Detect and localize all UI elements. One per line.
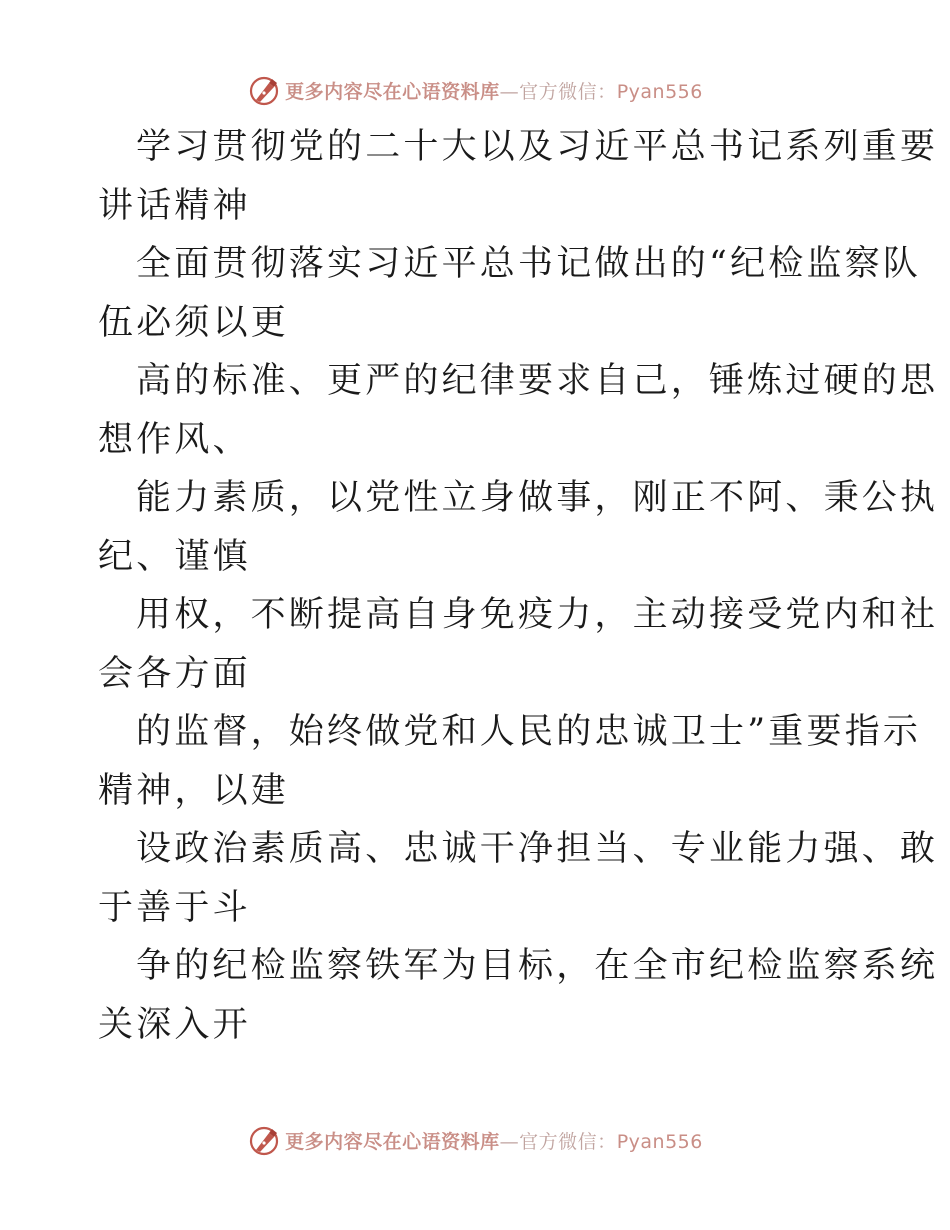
body-line: 讲话精神 xyxy=(98,185,251,226)
watermark-separator: — xyxy=(499,80,520,103)
body-line: 的监督，始终做党和人民的忠诚卫士”重要指示 xyxy=(136,712,922,752)
watermark-text xyxy=(285,77,703,104)
body-line: 于善于斗 xyxy=(98,887,251,928)
body-line: 想作风、 xyxy=(98,419,251,460)
watermark-site-name: 更多内容尽在心语资料库 xyxy=(285,80,500,103)
pen-nib-logo-icon xyxy=(247,73,281,107)
document-body xyxy=(98,118,939,1054)
watermark-wechat-label: 官方微信： xyxy=(519,1130,617,1153)
body-line: 高的标准、更严的纪律要求自己，锤炼过硬的思 xyxy=(136,361,939,401)
watermark-wechat-id: Pyan556 xyxy=(616,80,703,103)
body-line: 关深入开 xyxy=(98,1004,251,1045)
watermark-site-name: 更多内容尽在心语资料库 xyxy=(285,1130,500,1153)
pen-nib-logo-icon xyxy=(247,1123,281,1157)
watermark-wechat-id: Pyan556 xyxy=(616,1130,703,1153)
body-line: 用权，不断提高自身免疫力，主动接受党内和社 xyxy=(136,595,939,635)
body-line: 能力素质，以党性立身做事，刚正不阿、秉公执 xyxy=(136,478,939,518)
watermark-separator: — xyxy=(499,1130,520,1153)
body-line: 精神，以建 xyxy=(98,770,290,811)
body-line: 设政治素质高、忠诚干净担当、专业能力强、敢 xyxy=(136,829,939,869)
footer-watermark xyxy=(0,1120,950,1160)
body-line: 会各方面 xyxy=(98,653,251,694)
header-watermark xyxy=(0,70,950,110)
body-line: 全面贯彻落实习近平总书记做出的“纪检监察队 xyxy=(136,244,922,284)
body-line: 纪、谨慎 xyxy=(98,536,251,577)
watermark-text xyxy=(285,1127,703,1154)
watermark-wechat-label: 官方微信： xyxy=(519,80,617,103)
body-line: 学习贯彻党的二十大以及习近平总书记系列重要 xyxy=(136,127,939,167)
body-line: 争的纪检监察铁军为目标，在全市纪检监察系统 xyxy=(136,946,939,986)
body-line: 伍必须以更 xyxy=(98,302,290,343)
